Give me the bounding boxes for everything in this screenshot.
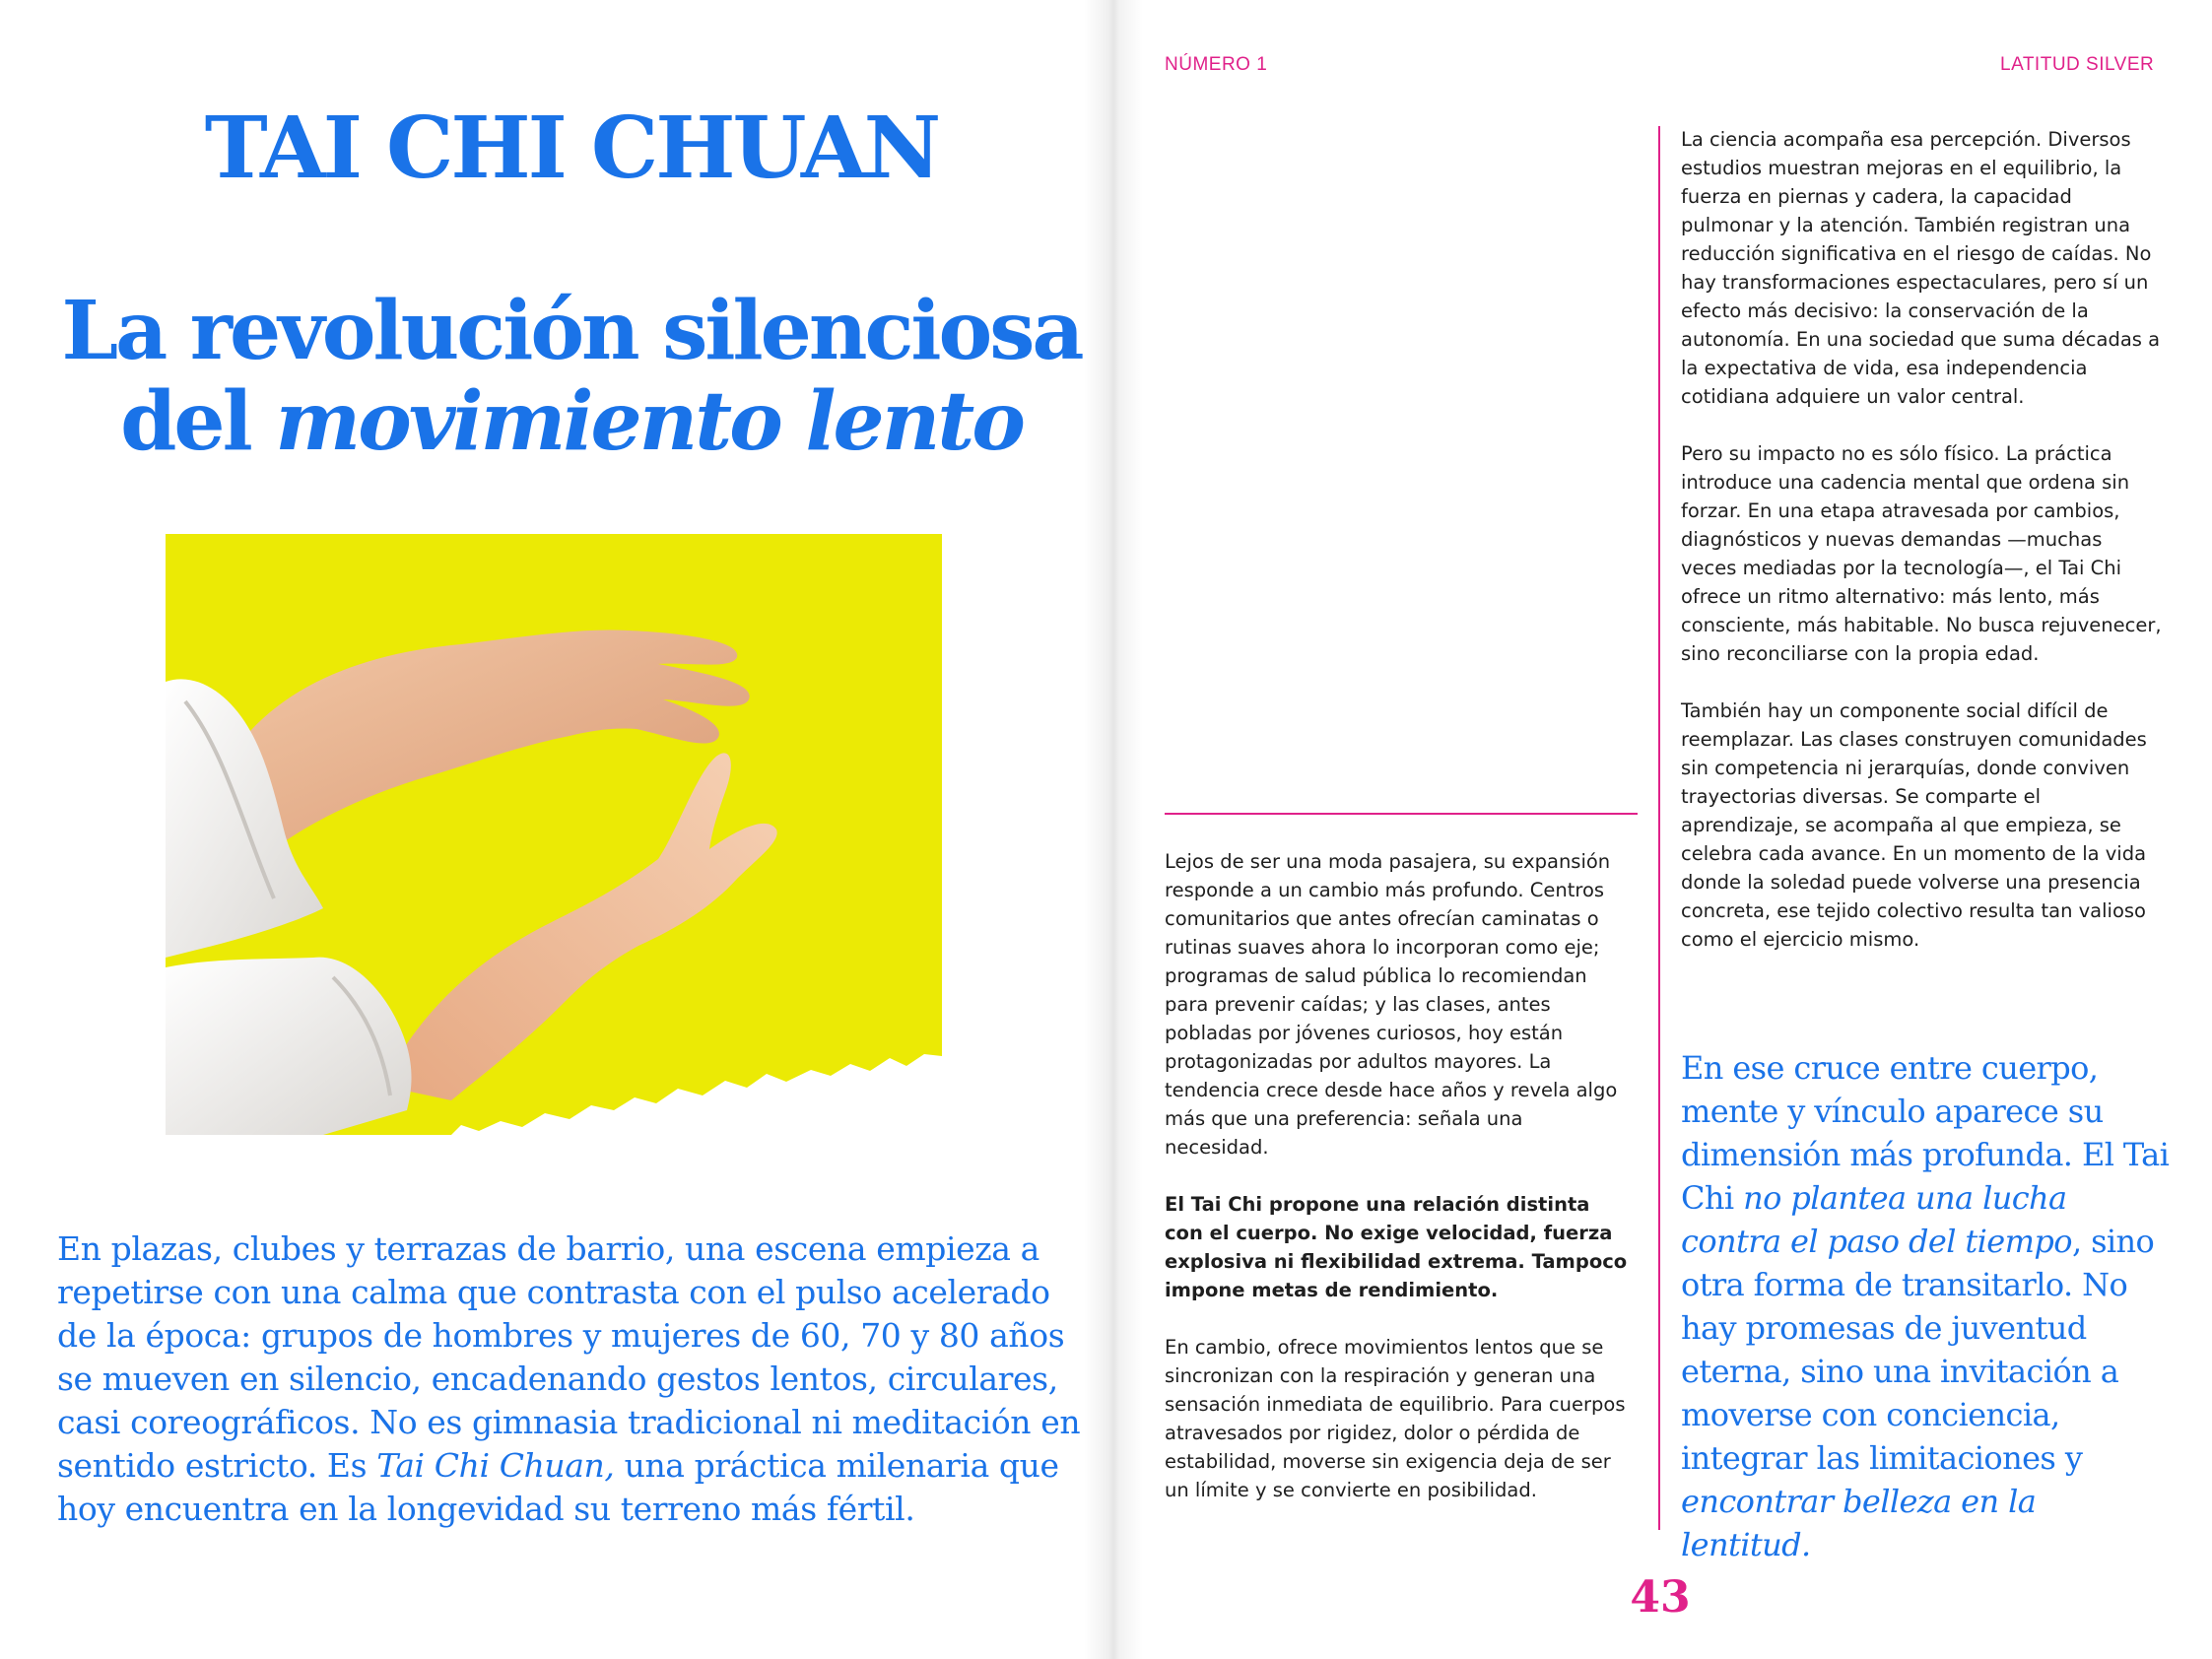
subtitle-line-2-plain: del xyxy=(120,374,276,469)
paragraph: También hay un componente social difícil de reemplazar. Las clases construyen comunidades sin competencia ni jerarquías, donde conviven trayectorias diversas. Se comparte el aprendizaje, se acompaña al que empieza, se celebra cada avance. En un momento de la vida donde la soledad puede volverse una presencia concreta, ese tejido colectivo resulta tan valioso como el ejercicio mismo. xyxy=(1681,699,2147,951)
quote-text-1: En ese cruce entre cuerpo, mente y vínculo aparece su dimensión más profunda. El Tai Chi xyxy=(1681,1049,2170,1217)
page-gutter-shadow xyxy=(1084,0,1143,1659)
horizontal-rule xyxy=(1165,813,1638,815)
page-number: 43 xyxy=(1630,1572,1691,1623)
paragraph: La ciencia acompaña esa percepción. Diversos estudios muestran mejoras en el equilibrio, la fuerza en piernas y cadera, la capacidad pulmonar y la atención. También registran una reducción significativa en el riesgo de caídas. No hay transformaciones espectaculares, pero sí un efecto más decisivo: la conservación de la autonomía. En una sociedad que suma décadas a la expectativa de vida, esa independencia cotidiana adquiere un valor central. xyxy=(1681,128,2161,408)
paragraph: Lejos de ser una moda pasajera, su expansión responde a un cambio más profundo. Centros comunitarios que antes ofrecían caminatas o rutinas suaves ahora lo incorporan como eje; programas de salud pública lo recomiendan para prevenir caídas; y las clases, antes pobladas por jóvenes curiosos, hoy están protagonizadas por adultos mayores. La tendencia crece desde hace años y revela algo más que una preferencia: señala una necesidad. xyxy=(1165,850,1618,1159)
subtitle-line-1: La revolución silenciosa xyxy=(61,284,1082,378)
subtitle-line-2-italic: movimiento lento xyxy=(275,374,1023,469)
vertical-rule xyxy=(1658,126,1660,1530)
bold-paragraph: El Tai Chi propone una relación distinta con el cuerpo. No exige velocidad, fuerza explosiva ni flexibilidad extrema. Tampoco impone metas de rendimiento. xyxy=(1165,1193,1628,1301)
pull-quote xyxy=(1681,1046,2174,1566)
lead-text-italic: Tai Chi Chuan, xyxy=(376,1446,615,1485)
paragraph: En cambio, ofrece movimientos lentos que se sincronizan con la respiración y generan una sensación inmediata de equilibrio. Para cuerpos atravesados por rigidez, dolor o pérdida de estabilidad, moverse sin exigencia deja de ser un límite y se convierte en posibilidad. xyxy=(1165,1336,1626,1501)
article-title: TAI CHI CHUAN xyxy=(204,99,939,198)
column-right xyxy=(1681,125,2162,982)
paragraph: Pero su impacto no es sólo físico. La práctica introduce una cadencia mental que ordena sin forzar. En una etapa atravesada por cambios, diagnósticos y nuevas demandas —muchas veces mediadas por la tecnología—, el Tai Chi ofrece un ritmo alternativo: más lento, más consciente, más habitable. No busca rejuvenecer, sino reconciliarse con la propia edad. xyxy=(1681,442,2162,665)
quote-italic-2: encontrar belleza en la lentitud. xyxy=(1681,1483,2037,1563)
quote-italic-1: no plantea una lucha contra el paso del tiempo xyxy=(1681,1179,2072,1260)
column-left xyxy=(1165,847,1633,1533)
lead-paragraph xyxy=(57,1228,1082,1531)
lead-text-start: En plazas, clubes y terrazas de barrio, una escena empieza a repetirse con una calma que contrasta con el pulso acelerado de la época: grupos de hombres y mujeres de 60, 70 y 80 años se mueven en silencio, encadenando gestos lentos, circulares, casi coreográficos. No es gimnasia tradicional ni meditación en sentido estricto. Es xyxy=(57,1229,1081,1485)
article-subtitle xyxy=(39,286,1104,467)
hands-photo xyxy=(166,534,942,1135)
magazine-name-header: LATITUD SILVER xyxy=(2000,54,2155,75)
quote-text-2: , sino otra forma de transitarlo. No hay promesas de juventud eterna, sino una invitación a moverse con conciencia, integrar las limitaciones y xyxy=(1681,1223,2155,1477)
issue-header: NÚMERO 1 xyxy=(1165,54,1268,75)
lead-text-end: una práctica milenaria que hoy encuentra en la longevidad su terreno más fértil. xyxy=(57,1446,1059,1528)
